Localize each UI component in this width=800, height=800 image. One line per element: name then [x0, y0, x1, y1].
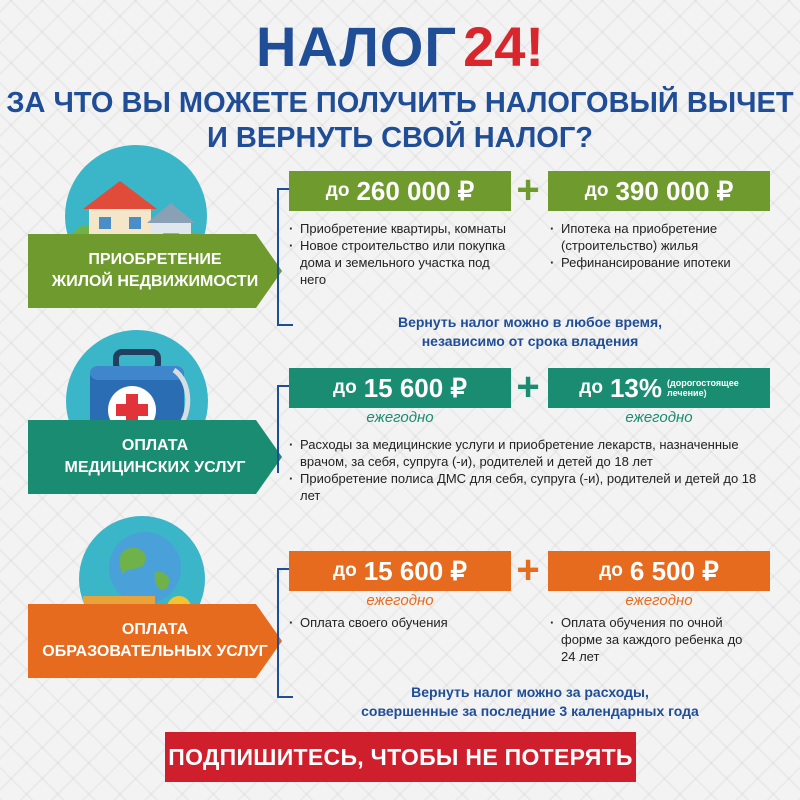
housing-right-list [549, 220, 759, 271]
amount-education-right: до 6 500 ₽ [548, 551, 770, 591]
amount-medical-right: до 13% (дорогостоящее лечение) [548, 368, 770, 408]
medical-right-period: ежегодно [625, 409, 693, 426]
medical-left-period: ежегодно [366, 409, 434, 426]
banner-housing-line1: ПРИОБРЕТЕНИЕ [88, 251, 222, 268]
education-note: Вернуть налог можно за расходы, совершенные за последние 3 календарных года [361, 684, 699, 719]
list-item: · Ипотека на приобретение (строительство) жилья [549, 220, 759, 254]
banner-medical-line2: МЕДИЦИНСКИХ УСЛУГ [64, 459, 246, 476]
medical-list [288, 436, 766, 504]
banner-housing-line2: ЖИЛОЙ НЕДВИЖИМОСТИ [51, 273, 259, 290]
list-item: · Расходы за медицинские услуги и приобретение лекарств, назначенные врачом, за себя, супруга (-и), родителей и детей до 18 лет [288, 436, 766, 470]
amount-housing-right: до 390 000 ₽ [548, 171, 770, 211]
plus-sign-housing: + [516, 168, 540, 212]
amount-housing-left: до 260 000 ₽ [289, 171, 511, 211]
list-item: · Оплата обучения по очной форме за каждого ребенка до 24 лет [549, 614, 759, 665]
education-right-list [549, 614, 759, 665]
subscribe-banner[interactable]: ПОДПИШИТЕСЬ, ЧТОБЫ НЕ ПОТЕРЯТЬ [165, 732, 636, 782]
banner-medical [28, 420, 282, 494]
headline-line2: И ВЕРНУТЬ СВОЙ НАЛОГ? [206, 122, 594, 154]
list-item: · Приобретение квартиры, комнаты [288, 220, 508, 237]
plus-sign-medical: + [516, 365, 540, 409]
list-item: · Новое строительство или покупка дома и земельного участка под него [288, 237, 508, 288]
headline [0, 86, 800, 156]
education-left-period: ежегодно [366, 592, 434, 609]
headline-line1: ЗА ЧТО ВЫ МОЖЕТЕ ПОЛУЧИТЬ НАЛОГОВЫЙ ВЫЧЕТ [6, 87, 794, 119]
banner-medical-line1: ОПЛАТА [121, 437, 189, 454]
plus-sign-education: + [516, 548, 540, 592]
list-item: · Приобретение полиса ДМС для себя, супруга (-и), родителей и детей до 18 лет [288, 470, 766, 504]
banner-education [28, 604, 282, 678]
banner-education-line2: ОБРАЗОВАТЕЛЬНЫХ УСЛУГ [42, 643, 268, 660]
education-right-period: ежегодно [625, 592, 693, 609]
banner-housing [28, 234, 282, 308]
amount-medical-left: до 15 600 ₽ [289, 368, 511, 408]
housing-note: Вернуть налог можно в любое время, независимо от срока владения [397, 314, 663, 349]
logo [0, 14, 800, 79]
list-item: · Оплата своего обучения [288, 614, 508, 631]
banner-education-line1: ОПЛАТА [121, 621, 189, 638]
logo-word: НАЛОГ [255, 15, 458, 78]
logo-number: 24! [463, 15, 545, 78]
amount-education-left: до 15 600 ₽ [289, 551, 511, 591]
list-item: · Рефинансирование ипотеки [549, 254, 759, 271]
education-left-list [288, 614, 508, 631]
housing-left-list [288, 220, 508, 288]
